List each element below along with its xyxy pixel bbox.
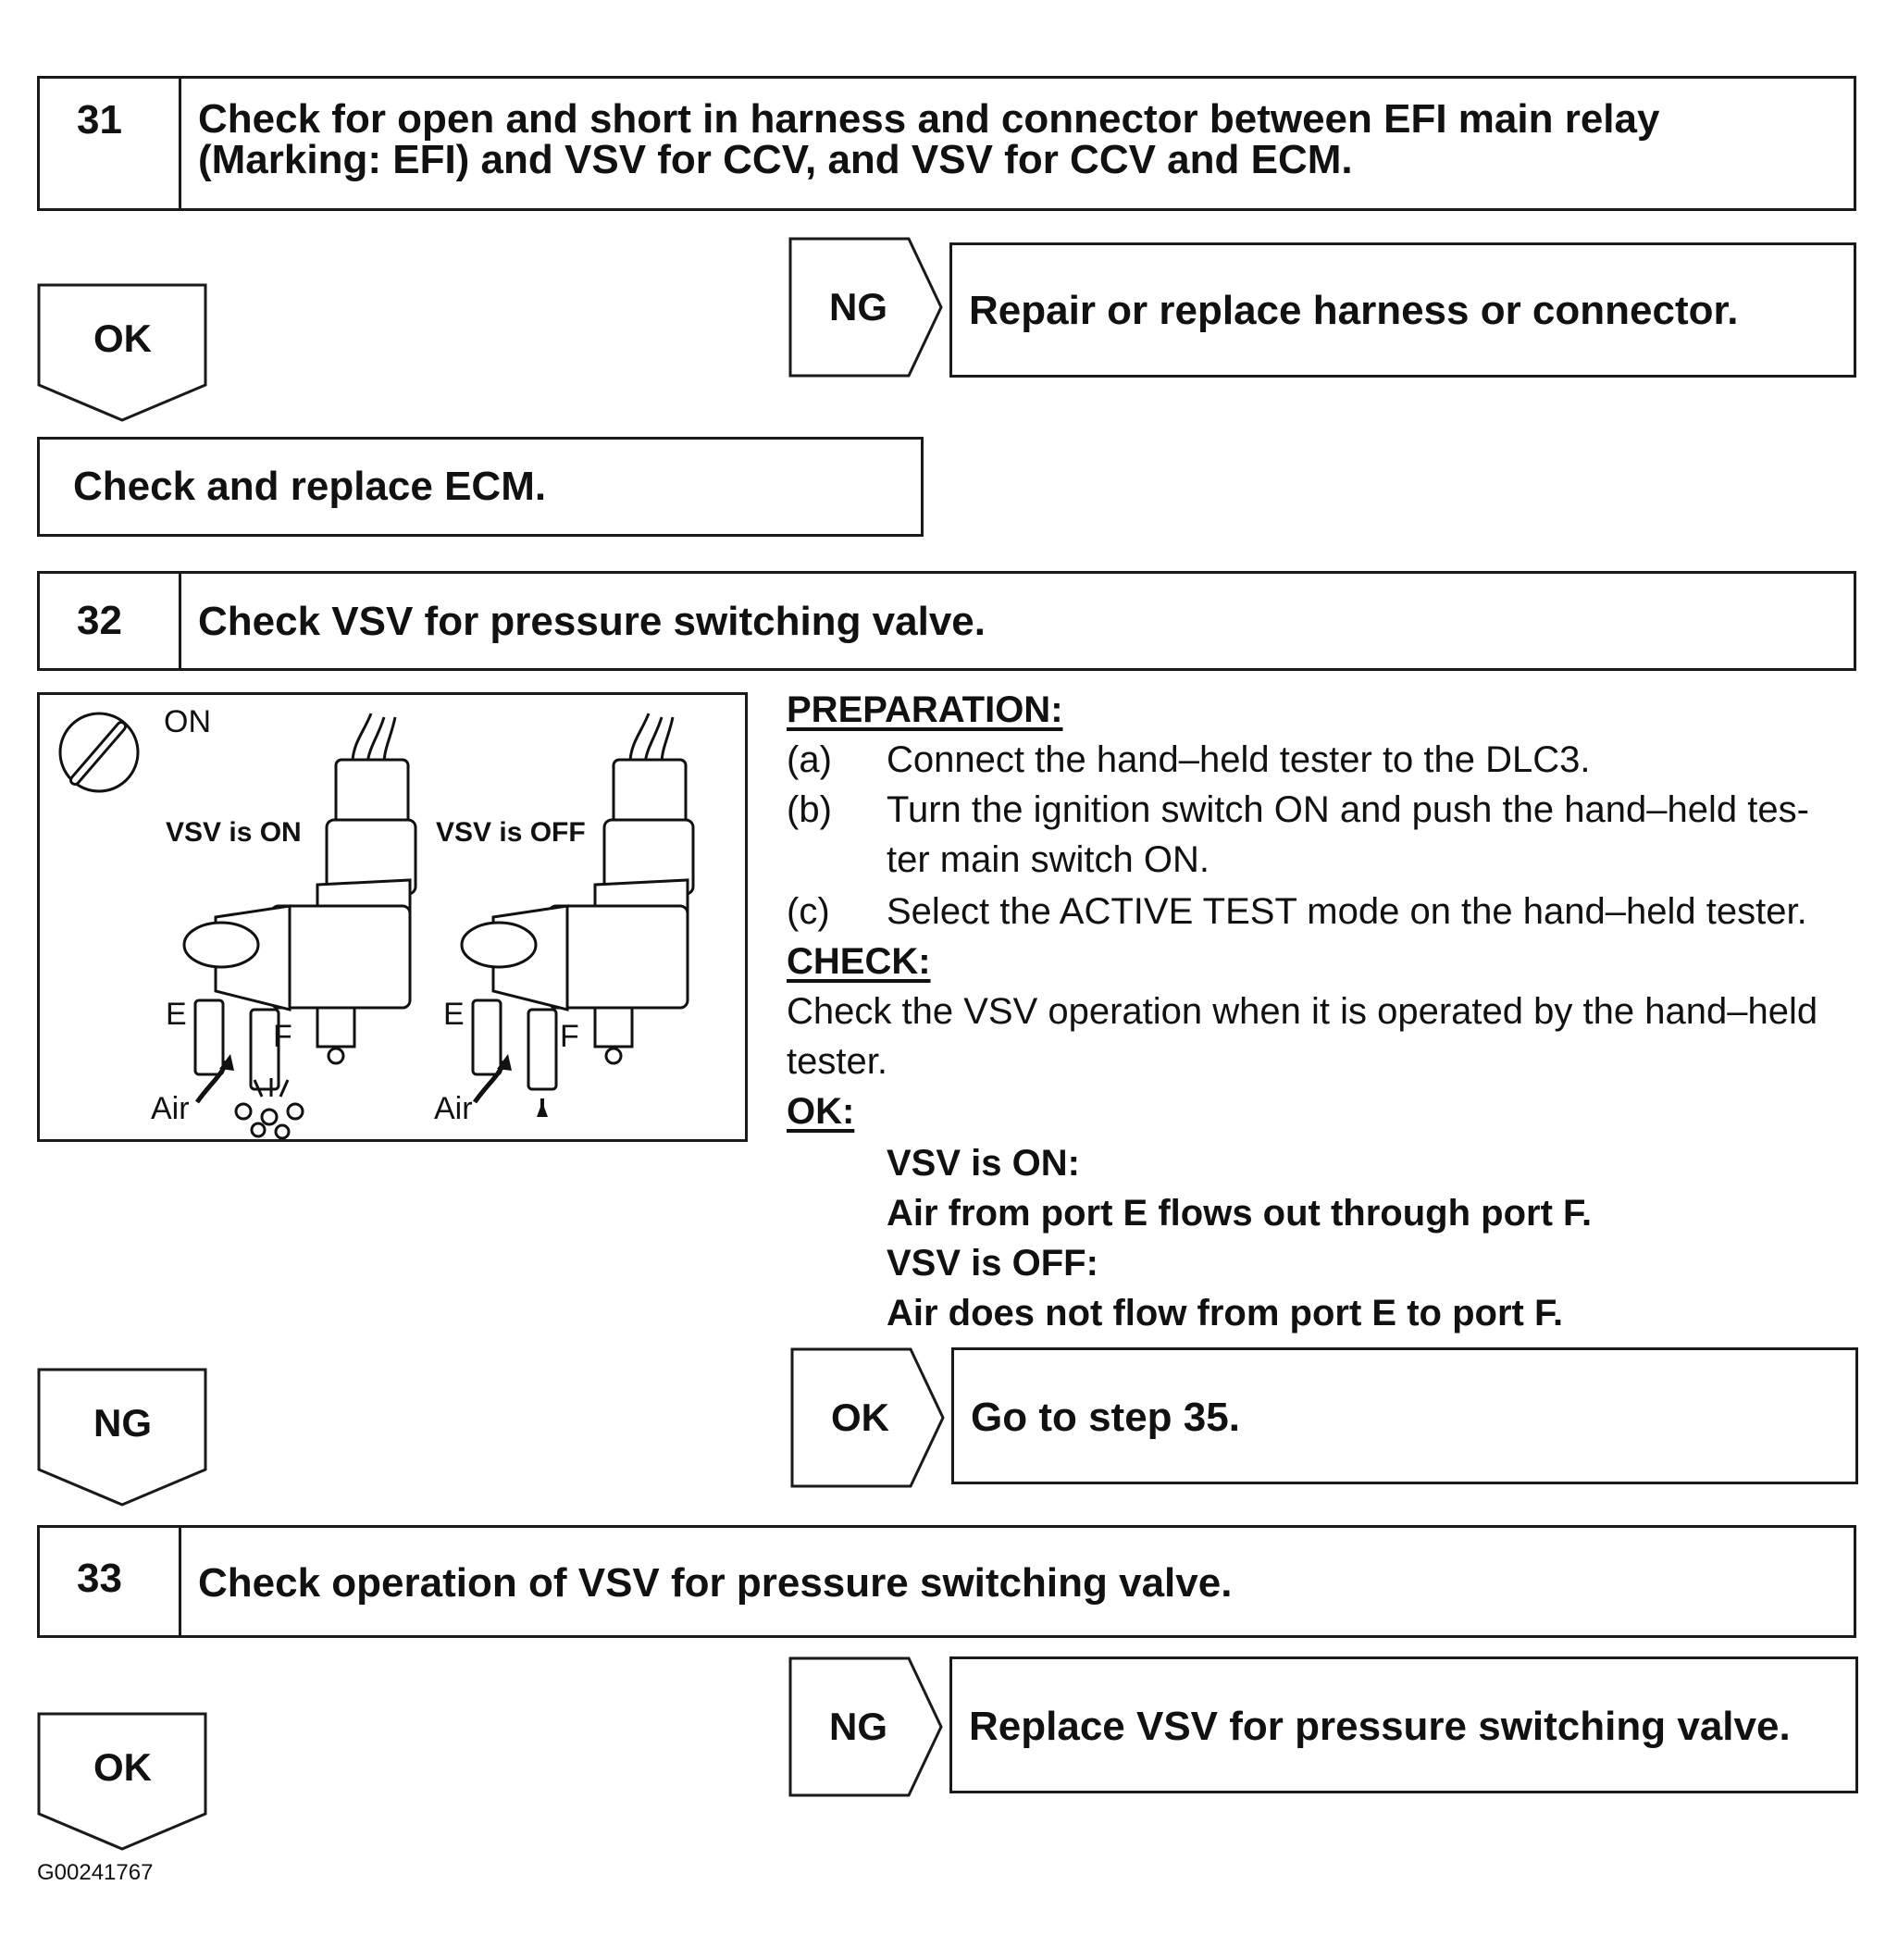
ng-label: NG <box>829 285 887 329</box>
ok-label: OK <box>831 1396 889 1439</box>
step-number: 33 <box>40 1528 181 1635</box>
ng-result-box <box>949 1656 1858 1793</box>
vsv-figure <box>37 692 748 1142</box>
ok-result-text: Check and replace ECM. <box>73 464 547 509</box>
ng-result-box <box>949 242 1856 378</box>
ng-result-text: Repair or replace harness or connector. <box>969 288 1739 333</box>
ok-criterion: VSV is OFF: <box>887 1243 1098 1284</box>
port-f-label: F <box>560 1019 579 1054</box>
ok-label: OK <box>93 1745 152 1789</box>
vsv-on-drawing <box>184 713 416 1089</box>
step-title: Check for open and short in harness and connector between EFI main relay (Marking: EFI) and VSV for CCV, and VSV for CCV and ECM. <box>198 96 1660 182</box>
ok-result-box <box>951 1347 1858 1484</box>
ng-branch-flag <box>37 1368 208 1508</box>
ok-result-text: Go to step 35. <box>971 1395 1240 1440</box>
step-number: 32 <box>40 574 181 668</box>
check-text-1: Check the VSV operation when it is operated by the hand–held <box>787 991 1818 1032</box>
ok-branch-flag <box>790 1347 948 1488</box>
step-31-header <box>37 76 1856 211</box>
ignition-on-icon <box>60 713 138 791</box>
ok-criterion: Air does not flow from port E to port F. <box>887 1293 1564 1334</box>
ok-branch-flag <box>37 1712 208 1853</box>
figure-id: G00241767 <box>37 1860 154 1885</box>
ng-result-text: Replace VSV for pressure switching valve. <box>969 1704 1791 1749</box>
check-text-2: tester. <box>787 1041 887 1082</box>
step-number: 31 <box>40 79 181 208</box>
ok-criterion: VSV is ON: <box>887 1143 1080 1184</box>
air-label: Air <box>151 1091 190 1126</box>
vsv-illustration <box>40 695 745 1139</box>
ng-branch-flag <box>788 1656 946 1797</box>
ok-result-box <box>37 437 924 537</box>
ok-criterion: Air from port E flows out through port F. <box>887 1193 1593 1234</box>
port-f-label: F <box>273 1019 292 1054</box>
on-label: ON <box>164 704 211 739</box>
vsv-on-label: VSV is ON <box>166 817 302 848</box>
check-header: CHECK: <box>787 941 931 982</box>
vsv-off-label: VSV is OFF <box>436 817 586 848</box>
ok-label: OK <box>93 316 152 360</box>
port-e-label: E <box>166 997 187 1032</box>
step-title: Check VSV for pressure switching valve. <box>198 599 986 644</box>
ok-branch-flag <box>37 283 208 424</box>
ng-label: NG <box>93 1401 152 1445</box>
ok-header: OK: <box>787 1091 855 1132</box>
air-label: Air <box>434 1091 473 1126</box>
procedure-text: PREPARATION: (a) Connect the hand–held tester to the DLC3. (b) Turn the ignition switch ON and push the hand–held tes- ter main switch ON. (c) Select the ACTIVE TEST mode on the hand–held tester. CHECK: Check the VSV operation when it is operated by the hand–held tester. OK: VSV is ON: Air from port E flows out through port F. VSV is OFF: Air does not flow from port E to port F. <box>787 685 1869 1342</box>
ng-branch-flag <box>788 237 946 378</box>
step-33-header <box>37 1525 1856 1638</box>
step-title: Check operation of VSV for pressure switching valve. <box>198 1560 1233 1606</box>
ng-label: NG <box>829 1705 887 1748</box>
port-e-label: E <box>443 997 465 1032</box>
preparation-header: PREPARATION: <box>787 689 1063 730</box>
step-32-header <box>37 571 1856 671</box>
